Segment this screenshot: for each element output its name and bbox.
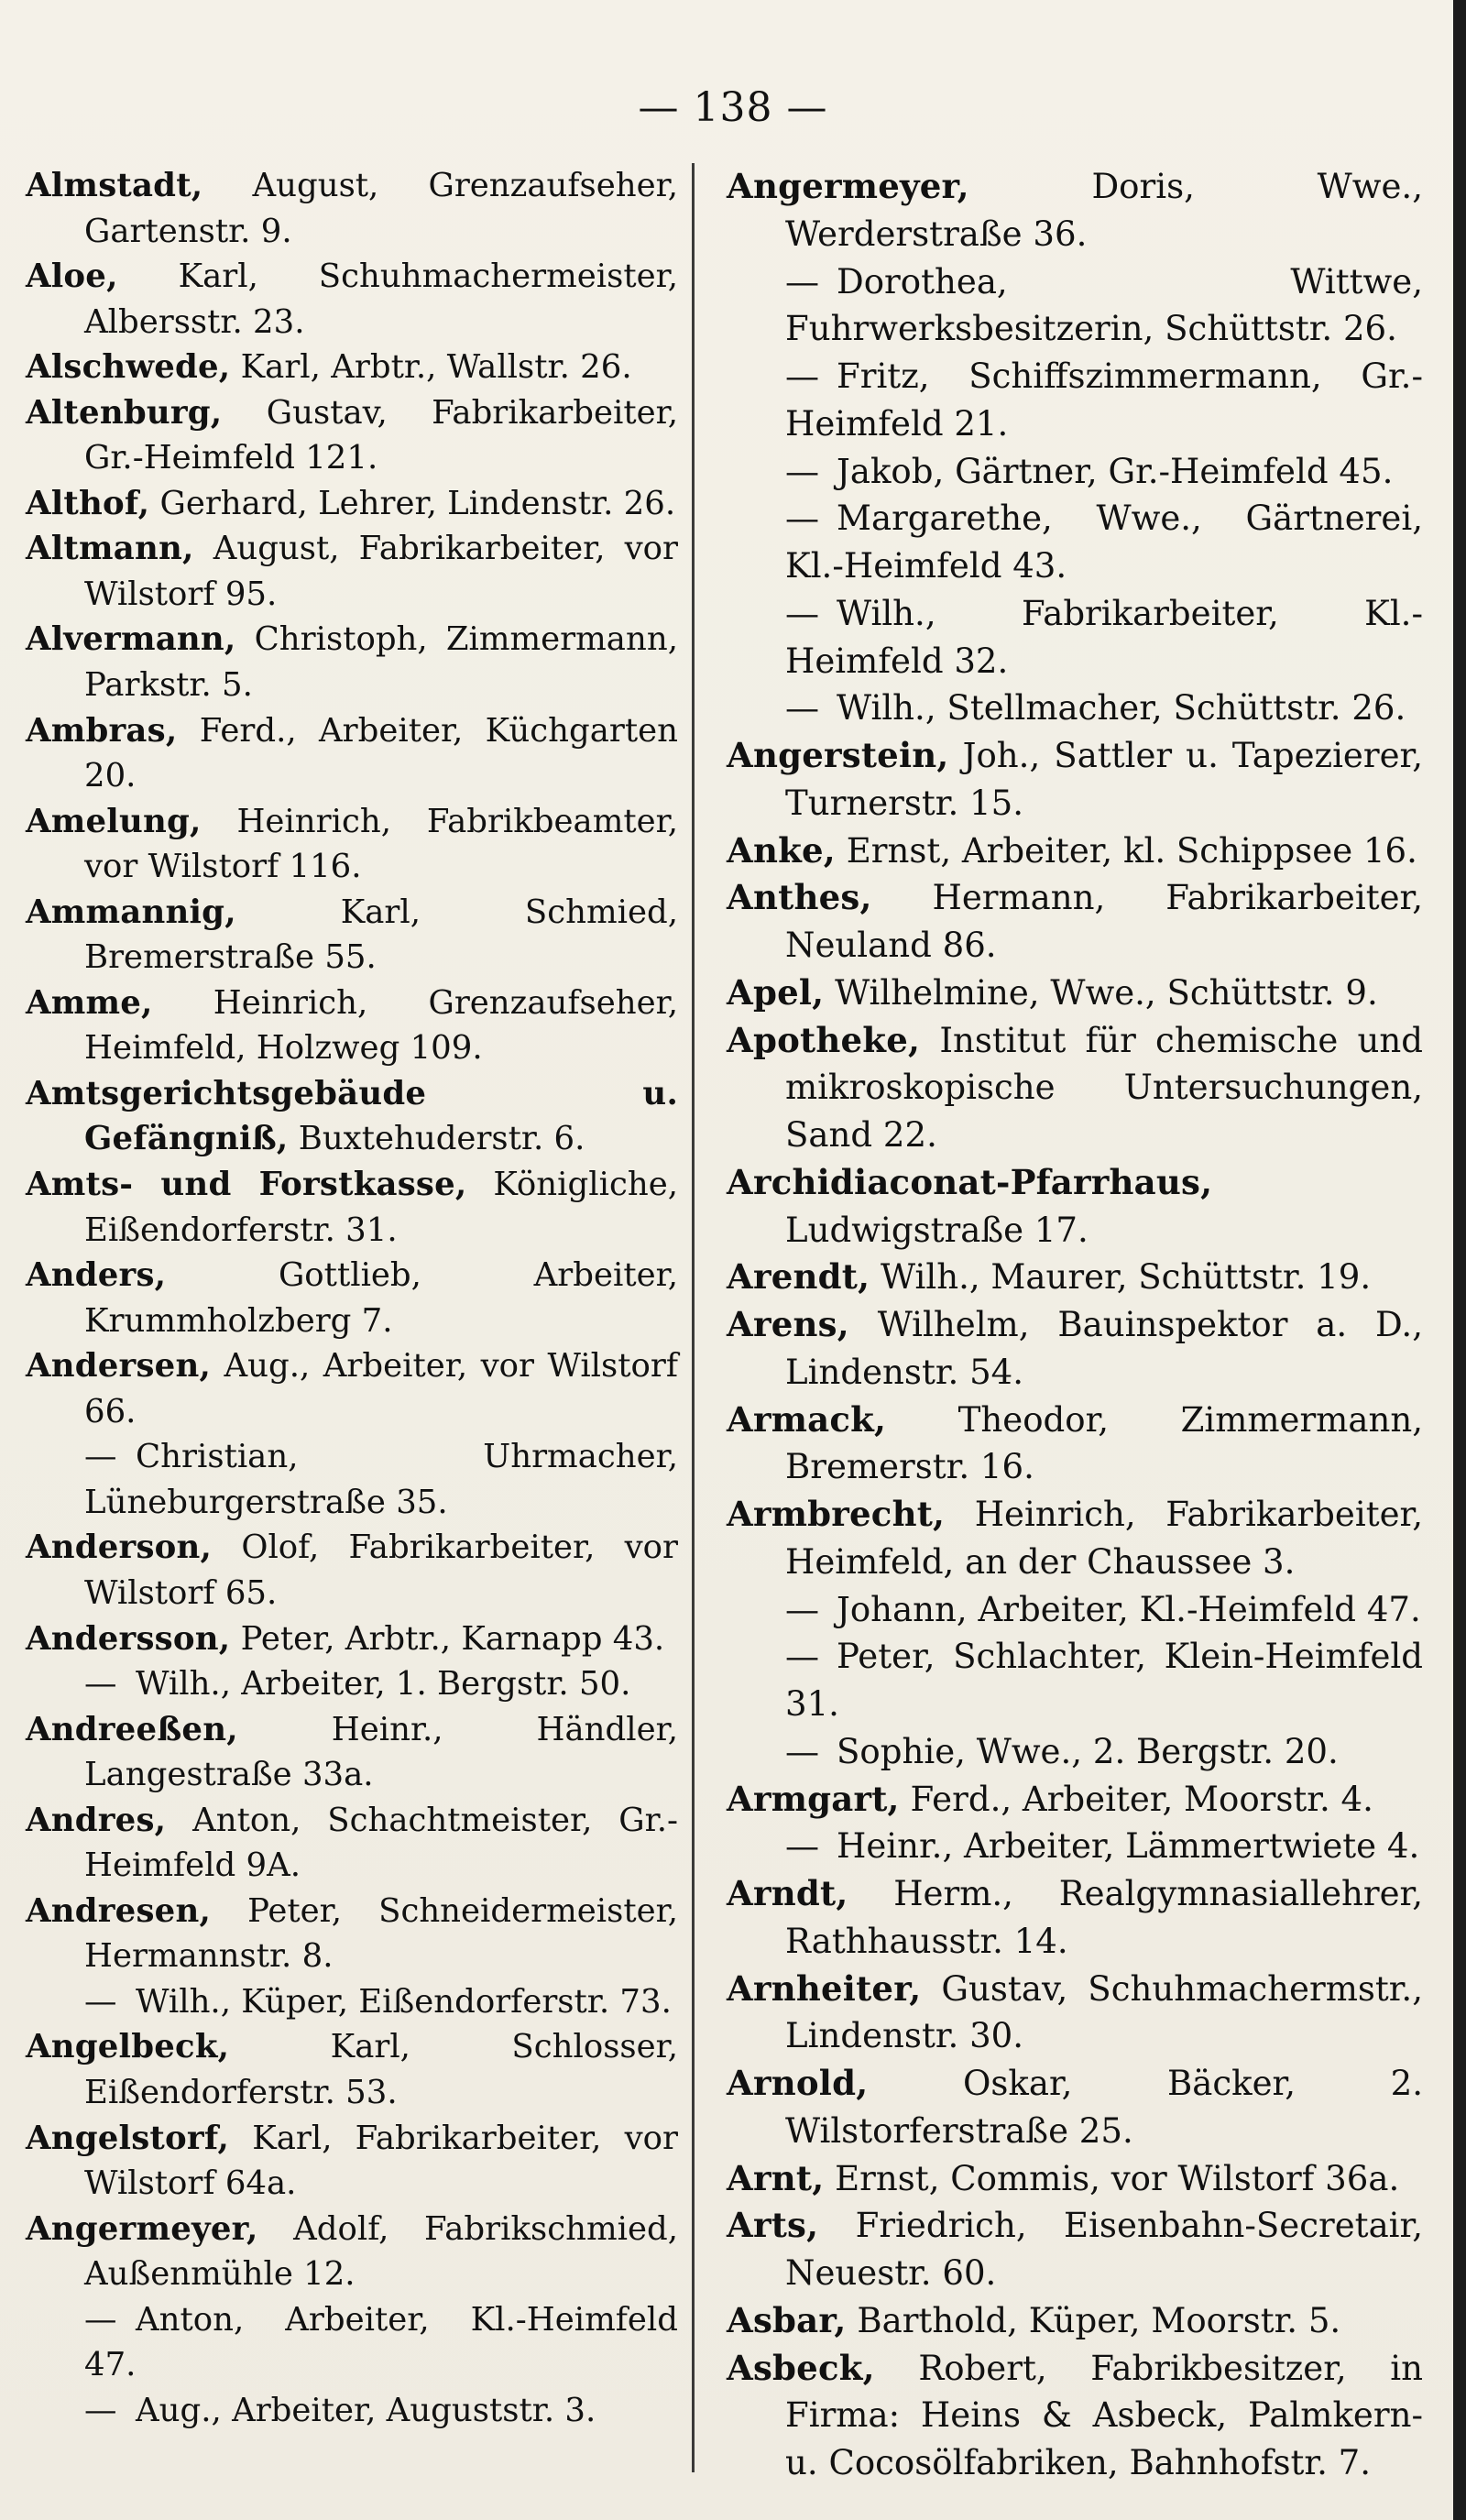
directory-entry bbox=[26, 1979, 678, 2025]
entry-name: Amts- und Forstkasse, bbox=[26, 1166, 467, 1204]
entry-name: Arendt, bbox=[727, 1256, 870, 1298]
directory-entry bbox=[727, 1728, 1423, 1776]
directory-entry bbox=[727, 874, 1423, 970]
repeat-dash bbox=[785, 590, 827, 638]
entry-details: Aug., Arbeiter, vor Wilstorf 66. bbox=[84, 1347, 678, 1430]
entry-details: Anton, Arbeiter, Kl.-Heimfeld 47. bbox=[84, 2300, 678, 2384]
entry-details: Christoph, Zimmermann, Parkstr. 5. bbox=[84, 620, 678, 705]
entry-details: August, Grenzaufseher, Gartenstr. 9. bbox=[84, 167, 678, 250]
entry-details: Anton, Schachtmeister, Gr.-Heimfeld 9A. bbox=[84, 1801, 678, 1885]
entry-details: Ludwigstraße 17. bbox=[785, 1210, 1089, 1250]
directory-entry bbox=[26, 2116, 678, 2207]
entry-details: Friedrich, Eisenbahn-Secretair, Neuestr. 60. bbox=[785, 2206, 1423, 2293]
directory-entry bbox=[26, 890, 678, 981]
entry-name: Apel, bbox=[727, 971, 825, 1013]
entry-name: Arnheiter, bbox=[727, 1967, 922, 2009]
directory-entry bbox=[26, 1525, 678, 1616]
directory-entry bbox=[26, 2297, 678, 2388]
entry-details: Sophie, Wwe., 2. Bergstr. 20. bbox=[837, 1731, 1339, 1771]
repeat-dash bbox=[84, 2388, 126, 2434]
entry-name: Arnold, bbox=[727, 2063, 869, 2103]
directory-entry bbox=[727, 258, 1423, 354]
directory-entry bbox=[26, 1343, 678, 1434]
entry-name: Asbeck, bbox=[727, 2347, 875, 2388]
directory-entry bbox=[727, 2155, 1423, 2203]
entry-details: Gustav, Schuhmachermstr., Lindenstr. 30. bbox=[785, 1968, 1423, 2056]
directory-entry bbox=[26, 526, 678, 617]
entry-name: Andreeßen, bbox=[26, 1710, 238, 1748]
entry-details: Heinrich, Grenzaufseher, Heimfeld, Holzweg 109. bbox=[84, 983, 678, 1068]
directory-entry bbox=[26, 1798, 678, 1889]
entry-details: Oskar, Bäcker, 2. Wilstorferstraße 25. bbox=[785, 2064, 1423, 2151]
repeat-dash bbox=[785, 1728, 827, 1776]
directory-entry bbox=[727, 448, 1423, 496]
entry-name: Angelbeck, bbox=[26, 2028, 230, 2066]
entry-details: Peter, Arbtr., Karnapp 43. bbox=[240, 1619, 665, 1658]
entry-details: Wilh., Arbeiter, 1. Bergstr. 50. bbox=[136, 1665, 631, 1704]
entry-name: Arens, bbox=[727, 1304, 849, 1344]
entry-details: Theodor, Zimmermann, Bremerstr. 16. bbox=[785, 1399, 1423, 1487]
repeat-dash bbox=[785, 448, 827, 496]
directory-entry bbox=[727, 495, 1423, 590]
entry-name: Armack, bbox=[727, 1398, 887, 1440]
directory-entry bbox=[26, 254, 678, 345]
entry-name: Ammannig, bbox=[26, 893, 236, 931]
directory-entry bbox=[727, 970, 1423, 1017]
entry-details: Karl, Schmied, Bremerstraße 55. bbox=[84, 893, 678, 977]
entry-name: Altenburg, bbox=[26, 393, 223, 432]
directory-entry bbox=[26, 617, 678, 707]
entry-details: Heinr., Händler, Langestraße 33a. bbox=[84, 1710, 678, 1794]
directory-entry bbox=[727, 163, 1423, 258]
entry-details: Ferd., Arbeiter, Moorstr. 4. bbox=[910, 1779, 1373, 1819]
entry-details: Adolf, Fabrikschmied, Außenmühle 12. bbox=[84, 2209, 678, 2294]
entry-name: Anke, bbox=[727, 829, 836, 871]
directory-entry bbox=[727, 1633, 1423, 1728]
entry-details: Barthold, Küper, Moorstr. 5. bbox=[857, 2300, 1341, 2340]
entry-details: Olof, Fabrikarbeiter, vor Wilstorf 65. bbox=[84, 1528, 678, 1612]
directory-entry bbox=[727, 1966, 1423, 2061]
entry-details: Ferd., Arbeiter, Küchgarten 20. bbox=[84, 711, 678, 795]
repeat-dash bbox=[84, 1979, 126, 2025]
directory-entry bbox=[727, 353, 1423, 448]
entry-details: Margarethe, Wwe., Gärtnerei, Kl.-Heimfeld 43. bbox=[785, 499, 1423, 586]
repeat-dash bbox=[84, 2297, 126, 2343]
entry-name: Angermeyer, bbox=[26, 2209, 258, 2248]
entry-details: Johann, Arbeiter, Kl.-Heimfeld 47. bbox=[837, 1589, 1421, 1629]
entry-details: Christian, Uhrmacher, Lüneburgerstraße 35. bbox=[84, 1438, 678, 1521]
entry-name: Andresen, bbox=[26, 1891, 212, 1930]
entry-details: Karl, Schlosser, Eißendorferstr. 53. bbox=[84, 2028, 678, 2111]
entry-name: Andersson, bbox=[26, 1619, 231, 1658]
entry-name: Anderson, bbox=[26, 1528, 213, 1567]
directory-entry bbox=[26, 481, 678, 527]
repeat-dash bbox=[785, 495, 827, 542]
directory-entry bbox=[727, 1491, 1423, 1586]
entry-details: Wilh., Küper, Eißendorferstr. 73. bbox=[136, 1982, 672, 2021]
entry-details: Dorothea, Wittwe, Fuhrwerksbesitzerin, Schüttstr. 26. bbox=[785, 261, 1423, 349]
directory-entry bbox=[727, 1823, 1423, 1870]
repeat-dash bbox=[785, 1633, 827, 1681]
entry-details: Jakob, Gärtner, Gr.-Heimfeld 45. bbox=[837, 451, 1394, 491]
entry-name: Armgart, bbox=[727, 1778, 900, 1819]
directory-entry bbox=[727, 685, 1423, 732]
directory-entry bbox=[26, 1162, 678, 1253]
directory-entry bbox=[727, 1254, 1423, 1301]
entry-name: Amelung, bbox=[26, 802, 202, 840]
directory-entry bbox=[727, 1586, 1423, 1634]
entry-details: Fritz, Schiffszimmermann, Gr.-Heimfeld 21. bbox=[785, 356, 1423, 444]
entry-details: Wilh., Stellmacher, Schüttstr. 26. bbox=[837, 688, 1406, 729]
repeat-dash bbox=[785, 1823, 827, 1870]
directory-entry bbox=[727, 1301, 1423, 1397]
directory-entry bbox=[727, 590, 1423, 685]
entry-details: Königliche, Eißendorferstr. 31. bbox=[84, 1166, 678, 1249]
entry-details: Karl, Arbtr., Wallstr. 26. bbox=[240, 348, 632, 387]
entry-name: Angelstorf, bbox=[26, 2119, 230, 2157]
entry-name: Archidiaconat-Pfarrhaus, bbox=[727, 1161, 1213, 1202]
repeat-dash bbox=[84, 1434, 126, 1480]
entry-name: Alvermann, bbox=[26, 620, 236, 659]
entry-details: Doris, Wwe., Werderstraße 36. bbox=[785, 167, 1423, 254]
entry-name: Andersen, bbox=[26, 1347, 212, 1386]
repeat-dash bbox=[785, 685, 827, 732]
entry-details: Heinrich, Fabrikarbeiter, Heimfeld, an der Chaussee 3. bbox=[785, 1495, 1423, 1582]
directory-entry bbox=[727, 2297, 1423, 2345]
entry-name: Amme, bbox=[26, 983, 153, 1022]
directory-entry bbox=[727, 2345, 1423, 2487]
entry-details: Herm., Realgymnasiallehrer, Rathhausstr. 14. bbox=[785, 1874, 1423, 1961]
page-number: — 138 — bbox=[638, 84, 828, 131]
entry-name: Angerstein, bbox=[727, 735, 949, 775]
entry-name: Asbar, bbox=[727, 2299, 847, 2340]
entry-name: Alschwede, bbox=[26, 348, 231, 387]
directory-entry bbox=[26, 1253, 678, 1343]
page-edge bbox=[1453, 0, 1466, 2520]
directory-entry bbox=[26, 1661, 678, 1707]
entry-details: Karl, Schuhmachermeister, Albersstr. 23. bbox=[84, 257, 678, 341]
directory-entry bbox=[26, 1616, 678, 1662]
entry-details: Heinr., Arbeiter, Lämmertwiete 4. bbox=[837, 1826, 1420, 1867]
entry-details: Gerhard, Lehrer, Lindenstr. 26. bbox=[159, 484, 676, 522]
entry-details: Hermann, Fabrikarbeiter, Neuland 86. bbox=[785, 878, 1423, 965]
entry-details: Wilh., Maurer, Schüttstr. 19. bbox=[881, 1257, 1372, 1298]
entry-details: Wilh., Fabrikarbeiter, Kl.-Heimfeld 32. bbox=[785, 593, 1423, 681]
directory-entry bbox=[26, 1434, 678, 1525]
directory-entry bbox=[26, 1071, 678, 1162]
entry-details: Joh., Sattler u. Tapezierer, Turnerstr. 15. bbox=[785, 736, 1423, 823]
directory-entry bbox=[727, 1870, 1423, 1966]
entry-name: Anders, bbox=[26, 1256, 167, 1295]
entry-details: Peter, Schneidermeister, Hermannstr. 8. bbox=[84, 1891, 678, 1976]
directory-entry bbox=[727, 2060, 1423, 2155]
entry-name: Andres, bbox=[26, 1801, 167, 1839]
repeat-dash bbox=[785, 258, 827, 306]
entry-details: Gottlieb, Arbeiter, Krummholzberg 7. bbox=[84, 1256, 678, 1340]
directory-entry bbox=[727, 2202, 1423, 2297]
left-column bbox=[26, 163, 678, 2433]
entry-name: Arnt, bbox=[727, 2157, 825, 2198]
directory-entry bbox=[26, 163, 678, 254]
directory-entry bbox=[26, 2207, 678, 2297]
repeat-dash bbox=[785, 353, 827, 400]
entry-name: Arndt, bbox=[727, 1873, 848, 1913]
entry-name: Anthes, bbox=[727, 877, 872, 918]
directory-entry bbox=[26, 981, 678, 1071]
repeat-dash bbox=[84, 1661, 126, 1707]
entry-name: Althof, bbox=[26, 484, 150, 522]
entry-name: Apotheke, bbox=[727, 1019, 921, 1060]
directory-entry bbox=[727, 1017, 1423, 1159]
entry-details: Gustav, Fabrikarbeiter, Gr.-Heimfeld 121. bbox=[84, 393, 678, 477]
entry-name: Ambras, bbox=[26, 711, 178, 750]
directory-entry bbox=[26, 2024, 678, 2115]
directory-entry bbox=[26, 799, 678, 890]
entry-name: Altmann, bbox=[26, 530, 194, 568]
directory-entry bbox=[727, 827, 1423, 875]
directory-entry bbox=[727, 1159, 1423, 1255]
entry-details: Wilhelmine, Wwe., Schüttstr. 9. bbox=[835, 972, 1378, 1013]
entry-name: Aloe, bbox=[26, 257, 118, 296]
entry-name: Angermeyer, bbox=[727, 166, 969, 206]
right-column bbox=[727, 163, 1423, 2487]
directory-entry bbox=[26, 1707, 678, 1798]
directory-entry bbox=[727, 732, 1423, 827]
directory-entry bbox=[26, 390, 678, 481]
entry-details: Heinrich, Fabrikbeamter, vor Wilstorf 116. bbox=[84, 802, 678, 886]
repeat-dash bbox=[785, 1586, 827, 1634]
entry-details: Wilhelm, Bauinspektor a. D., Lindenstr. 54. bbox=[785, 1305, 1424, 1392]
directory-entry bbox=[26, 1889, 678, 1979]
directory-entry bbox=[727, 1776, 1423, 1824]
entry-details: Buxtehuderstr. 6. bbox=[298, 1120, 585, 1158]
entry-details: Robert, Fabrikbesitzer, in Firma: Heins & Asbeck, Palmkern- u. Cocosölfabriken, Bahnhofstr. 7. bbox=[785, 2348, 1423, 2482]
entry-details: Ernst, Commis, vor Wilstorf 36a. bbox=[835, 2158, 1400, 2198]
entry-details: August, Fabrikarbeiter, vor Wilstorf 95. bbox=[84, 530, 678, 613]
entry-name: Armbrecht, bbox=[727, 1494, 946, 1534]
entry-details: Karl, Fabrikarbeiter, vor Wilstorf 64a. bbox=[84, 2119, 678, 2203]
entry-name: Amtsgerichtsgebäude u. Gefängniß, bbox=[26, 1074, 678, 1158]
entry-name: Arts, bbox=[727, 2205, 819, 2246]
directory-entry bbox=[26, 2388, 678, 2434]
entry-name: Almstadt, bbox=[26, 167, 203, 204]
directory-entry bbox=[26, 708, 678, 799]
directory-entry bbox=[26, 345, 678, 390]
entry-details: Aug., Arbeiter, Auguststr. 3. bbox=[136, 2391, 596, 2429]
entry-details: Ernst, Arbeiter, kl. Schippsee 16. bbox=[846, 830, 1417, 871]
directory-entry bbox=[727, 1397, 1423, 1492]
column-divider bbox=[692, 163, 695, 2472]
entry-details: Institut für chemische und mikroskopische Untersuchungen, Sand 22. bbox=[785, 1020, 1423, 1155]
entry-details: Peter, Schlachter, Klein-Heimfeld 31. bbox=[785, 1637, 1423, 1724]
